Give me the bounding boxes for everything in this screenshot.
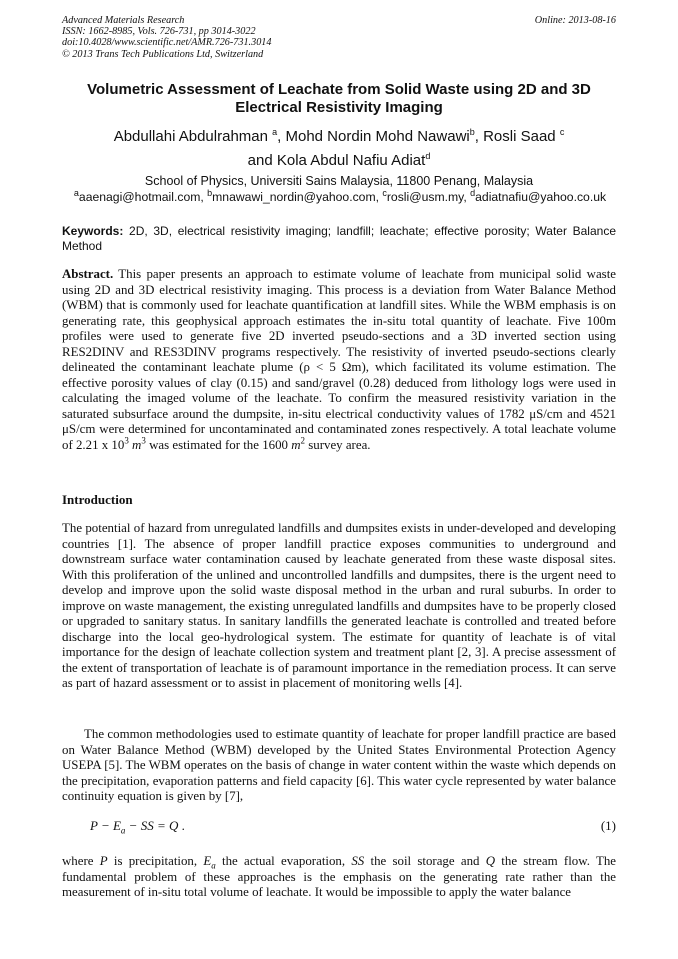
author-3: , Rosli Saad — [474, 128, 560, 145]
abstract-unit-m-1: m — [128, 437, 142, 452]
abstract-exponent-1: 3 — [124, 435, 129, 446]
p3-symbol-e: E — [203, 854, 212, 868]
p3-text-5: the stream flow. The fundamental problem of these approaches is the emphasis on the generating rate rather than the measurement of in-situ total volume of leachate. It would be impossible to apply the water balance — [62, 854, 616, 899]
title-line-1: Volumetric Assessment of Leachate from Solid Waste using 2D and 3D — [87, 81, 591, 98]
introduction-paragraph-2: The common methodologies used to estimate quantity of leachate for proper landfill practice are based on Water Balance Method (WBM) developed by the United States Environmental Protection Agency USEPA [5]. The WBM operates on the basis of change in water content within the waste which depends on the precipitation, evaporation patterns and field capacity [6]. This water cycle represented by water balance continuity equation is given by [7], — [62, 727, 616, 803]
p3-symbol-p: P — [99, 854, 108, 868]
email-c-mark: c — [382, 187, 387, 198]
author-line-1 — [62, 125, 616, 149]
issn-line: ISSN: 1662-8985, Vols. 726-731, pp 3014-3022 — [62, 26, 256, 38]
journal-name: Advanced Materials Research — [62, 15, 185, 26]
equation-number: (1) — [600, 818, 616, 833]
keywords-text: 2D, 3D, electrical resistivity imaging; landfill; leachate; effective porosity; Water Balance Method — [62, 224, 616, 253]
author-line-2 — [62, 149, 616, 173]
abstract-text-3: survey area. — [305, 437, 371, 452]
email-b: mnawawi_nordin@yahoo.com, — [212, 190, 383, 204]
copyright-line: © 2013 Trans Tech Publications Ltd, Switzerland — [62, 48, 264, 60]
abstract-exponent-2: 3 — [141, 435, 146, 446]
author-2-mark: b — [469, 127, 475, 137]
keywords — [62, 224, 616, 254]
affiliation: School of Physics, Universiti Sains Malaysia, 11800 Penang, Malaysia — [144, 174, 534, 188]
online-date: Online: 2013-08-16 — [534, 15, 616, 26]
paper-title — [62, 81, 616, 117]
abstract-text-1: This paper presents an approach to estimate volume of leachate from municipal solid waste using 2D and 3D electrical resistivity imaging. This process is a deviation from Water Balance Method (WBM) that is commonly used for leachate quantification at landfill sites. While the WBM emphasis is on generating rate, this geophysical approach estimates the in-situ total quantity of leachate. Five 100m profiles were used to generate five 2D inverted pseudo-sections and a 3D inverted section using RES2DINV and RES3DINV programs respectively. The resistivity of inverted pseudo-sections clearly delineated the contaminant leachate plume (ρ < 5 Ωm), which facilitated its volume estimation. The effective porosity values of clay (0.15) and sand/gravel (0.28) deduced from lithology logs were used in calculating the imaged volume of the leachate. To confirm the measured resistivity variation in the saturated subsurface around the dumpsite, in-situ electrical conductivity values of 1782 μS/cm and 4521 μS/cm were determined for uncontaminated and contaminated zones respectively. A total leachate volume of 2.21 x 10 — [62, 267, 616, 452]
abstract — [62, 267, 616, 453]
p3-text-2: is precipitation, — [107, 854, 204, 868]
title-line-2: Electrical Resistivity Imaging — [235, 99, 443, 116]
keywords-label: Keywords: — [62, 224, 124, 238]
equation-lhs: P − E — [90, 818, 121, 833]
email-a-mark: a — [73, 187, 79, 198]
equation-formula — [90, 818, 185, 834]
p3-text-1: where — [62, 854, 100, 868]
introduction-heading: Introduction — [62, 492, 133, 507]
abstract-text-2: was estimated for the 1600 — [145, 437, 292, 452]
email-c: rosli@usm.my, — [386, 190, 471, 204]
p3-text-4: the soil storage and — [364, 854, 486, 868]
author-2: , Mohd Nordin Mohd Nawawi — [277, 128, 470, 145]
email-d: adiatnafiu@yahoo.co.uk — [475, 190, 607, 204]
p3-symbol-q: Q — [485, 854, 496, 868]
p3-text-3: the actual evaporation, — [215, 854, 352, 868]
equation-subscript: a — [120, 825, 126, 836]
author-1: Abdullahi Abdulrahman — [113, 128, 273, 145]
abstract-label: Abstract. — [62, 267, 114, 281]
doi-line: doi:10.4028/www.scientific.net/AMR.726-731.3014 — [62, 37, 272, 49]
journal-header — [62, 15, 616, 60]
author-4: and Kola Abdul Nafiu Adiat — [247, 152, 426, 169]
introduction-paragraph-3 — [62, 854, 616, 901]
introduction-paragraph-1: The potential of hazard from unregulated landfills and dumpsites exists in under-developed and developing countries [1]. The absence of proper landfill practice exposes communities to underground and downstream surface water contamination caused by leachate generated from these waste disposal sites. With this proliferation of the unlined and uncontrolled landfills and dumpsites, there is the urgent need to develop and improve upon the solid waste disposal method in the urban and rural suburbs. In order to improve on waste management, the existing unregulated landfills and dumpsites have to be properly closed or upgraded to sanitary status. In sanitary landfills the generated leachate is controlled and treated before discharge into the local geo-hydrological system. The estimate for quantity of leachate is of vital importance for the design of leachate collection system and treatment plant [2, 3]. A precise assessment of the extent of transportation of leachate is of paramount importance in the remediation process. It can serve as part of hazard assessment or to assist in placement of monitoring wells [4]. — [62, 521, 616, 690]
abstract-exponent-3: 2 — [300, 435, 306, 446]
email-b-mark: b — [207, 187, 213, 198]
email-d-mark: d — [470, 187, 476, 198]
equation-rhs: − SS = Q — [125, 818, 179, 833]
author-list — [62, 125, 616, 173]
author-4-mark: d — [425, 151, 431, 161]
email-a: aaenagi@hotmail.com, — [78, 190, 208, 204]
author-emails — [60, 187, 620, 204]
p3-symbol-ss: SS — [351, 854, 365, 868]
p3-symbol-e-subscript: a — [211, 860, 216, 871]
equation-1 — [62, 818, 616, 836]
abstract-unit-m-2: m — [291, 437, 301, 452]
author-1-mark: a — [272, 127, 278, 137]
equation-dot: . — [178, 818, 185, 833]
author-3-mark: c — [559, 127, 565, 137]
